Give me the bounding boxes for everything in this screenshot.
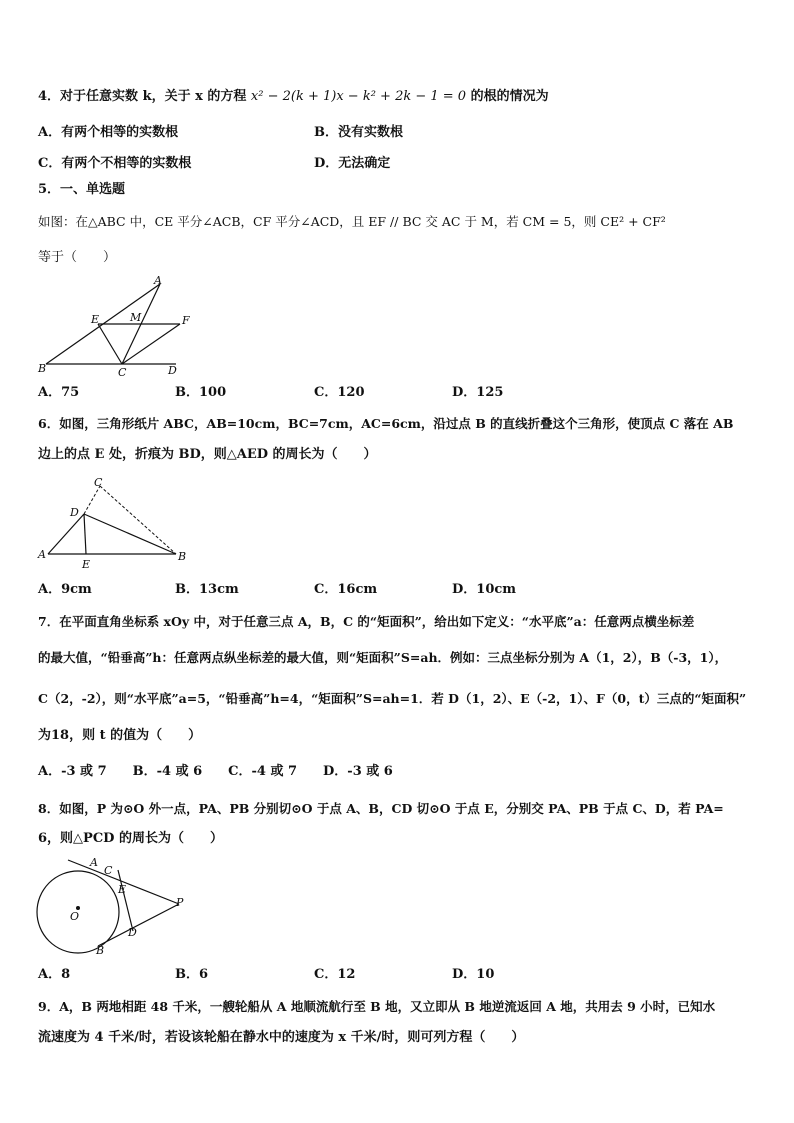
q7-line3: C（2，-2），则“水平底”a=5，“铅垂高”h=4，“矩面积”S=ah=1．若 D（1，2）、E（-2，1）、F（0，t）三点的“矩面积” xyxy=(38,691,747,706)
q5-number: 5．一、单选题 xyxy=(38,182,126,197)
q7-line4: 为18，则 t 的值为（ ） xyxy=(38,728,202,743)
q8-option-c: C．12 xyxy=(314,967,356,982)
q8-label-p: P xyxy=(176,896,184,909)
q6-label-c: C xyxy=(94,476,103,489)
q8-label-a: A xyxy=(90,856,98,869)
q5-label-d: D xyxy=(168,364,177,377)
q6-segment-cb-dashed xyxy=(100,486,176,554)
q6-label-e: E xyxy=(82,558,91,570)
q8-option-d: D．10 xyxy=(452,967,495,982)
q8-figure xyxy=(34,856,194,960)
q6-segment-db xyxy=(84,514,176,554)
q4-option-a: A．有两个相等的实数根 xyxy=(38,125,179,140)
q8-tangent-pa xyxy=(68,860,179,904)
q7-line1: 7．在平面直角坐标系 xOy 中，对于任意三点 A，B，C 的“矩面积”，给出如下定义：“水平底”a：任意两点横坐标差 xyxy=(38,614,695,629)
q5-option-c: C．120 xyxy=(314,385,365,400)
q5-segment-fc xyxy=(122,324,180,364)
q6-segment-dc-dashed xyxy=(84,486,100,514)
q5-option-a: A．75 xyxy=(38,385,80,400)
q9-line2: 流速度为 4 千米/时，若设该轮船在静水中的速度为 x 千米/时，则可列方程（ ） xyxy=(38,1030,525,1045)
q5-line1: 如图：在△ABC 中，CE 平分∠ACB，CF 平分∠ACD，且 EF // BC 交 AC 于 M，若 CM = 5，则 CE² + CF² xyxy=(38,214,666,229)
q5-label-a: A xyxy=(154,274,162,287)
q5-figure xyxy=(36,274,196,378)
q7-line2: 的最大值，“铅垂高”h：任意两点纵坐标差的最大值，则“矩面积”S=ah．例如：三点坐标分别为 A（1，2），B（-3，1）， xyxy=(38,650,728,665)
q5-label-f: F xyxy=(182,314,190,327)
q6-option-c: C．16cm xyxy=(314,582,378,597)
q8-label-e: E xyxy=(118,883,127,896)
q4-stem-post: 的根的情况为 xyxy=(470,89,549,104)
q4-equation: x² − 2(k + 1)x − k² + 2k − 1 = 0 xyxy=(250,89,467,104)
q5-option-d: D．125 xyxy=(452,385,504,400)
q6-label-a: A xyxy=(38,548,46,561)
q6-segment-de xyxy=(84,514,86,554)
q6-line2: 边上的点 E 处，折痕为 BD，则△AED 的周长为（ ） xyxy=(38,447,377,462)
q6-line1: 6．如图，三角形纸片 ABC，AB=10cm，BC=7cm，AC=6cm，沿过点 B 的直线折叠这个三角形，使顶点 C 落在 AB xyxy=(38,416,734,431)
q6-label-b: B xyxy=(178,550,187,563)
q6-label-d: D xyxy=(70,506,79,519)
q6-segment-ad xyxy=(48,514,84,554)
q8-option-a: A．8 xyxy=(38,967,71,982)
q8-tangent-cd xyxy=(118,870,133,931)
q8-label-b: B xyxy=(96,944,105,957)
q5-label-e: E xyxy=(91,313,100,326)
q8-label-d: D xyxy=(128,926,137,939)
q4-stem-pre: 4．对于任意实数 k，关于 x 的方程 xyxy=(38,89,247,104)
q4-stem xyxy=(38,88,549,106)
q5-label-c: C xyxy=(118,366,127,378)
q4-option-c: C．有两个不相等的实数根 xyxy=(38,156,192,171)
q8-line2: 6，则△PCD 的周长为（ ） xyxy=(38,831,223,846)
q8-option-b: B．6 xyxy=(175,967,209,982)
q5-line2: 等于（ ） xyxy=(38,250,117,265)
q5-label-m: M xyxy=(130,311,142,324)
q5-option-b: B．100 xyxy=(175,385,227,400)
q5-label-b: B xyxy=(38,362,47,375)
q4-option-b: B．没有实数根 xyxy=(314,125,403,140)
q6-option-b: B．13cm xyxy=(175,582,239,597)
q8-label-c: C xyxy=(104,864,113,877)
q8-line1: 8．如图，P 为⊙O 外一点，PA、PB 分别切⊙O 于点 A、B，CD 切⊙O 于点 E，分别交 PA、PB 于点 C、D，若 PA= xyxy=(38,801,724,816)
q8-tangent-pb xyxy=(98,904,179,946)
q5-segment-ec xyxy=(98,324,122,364)
q8-label-o: O xyxy=(70,910,80,923)
q7-options: A．-3 或 7 B．-4 或 6 C．-4 或 7 D．-3 或 6 xyxy=(38,764,393,779)
q9-line1: 9．A，B 两地相距 48 千米，一艘轮船从 A 地顺流航行至 B 地，又立即从 B 地逆流返回 A 地，共用去 9 小时，已知水 xyxy=(38,999,716,1014)
q6-option-d: D．10cm xyxy=(452,582,517,597)
q6-option-a: A．9cm xyxy=(38,582,92,597)
q6-figure xyxy=(34,474,194,570)
q4-option-d: D．无法确定 xyxy=(314,156,391,171)
